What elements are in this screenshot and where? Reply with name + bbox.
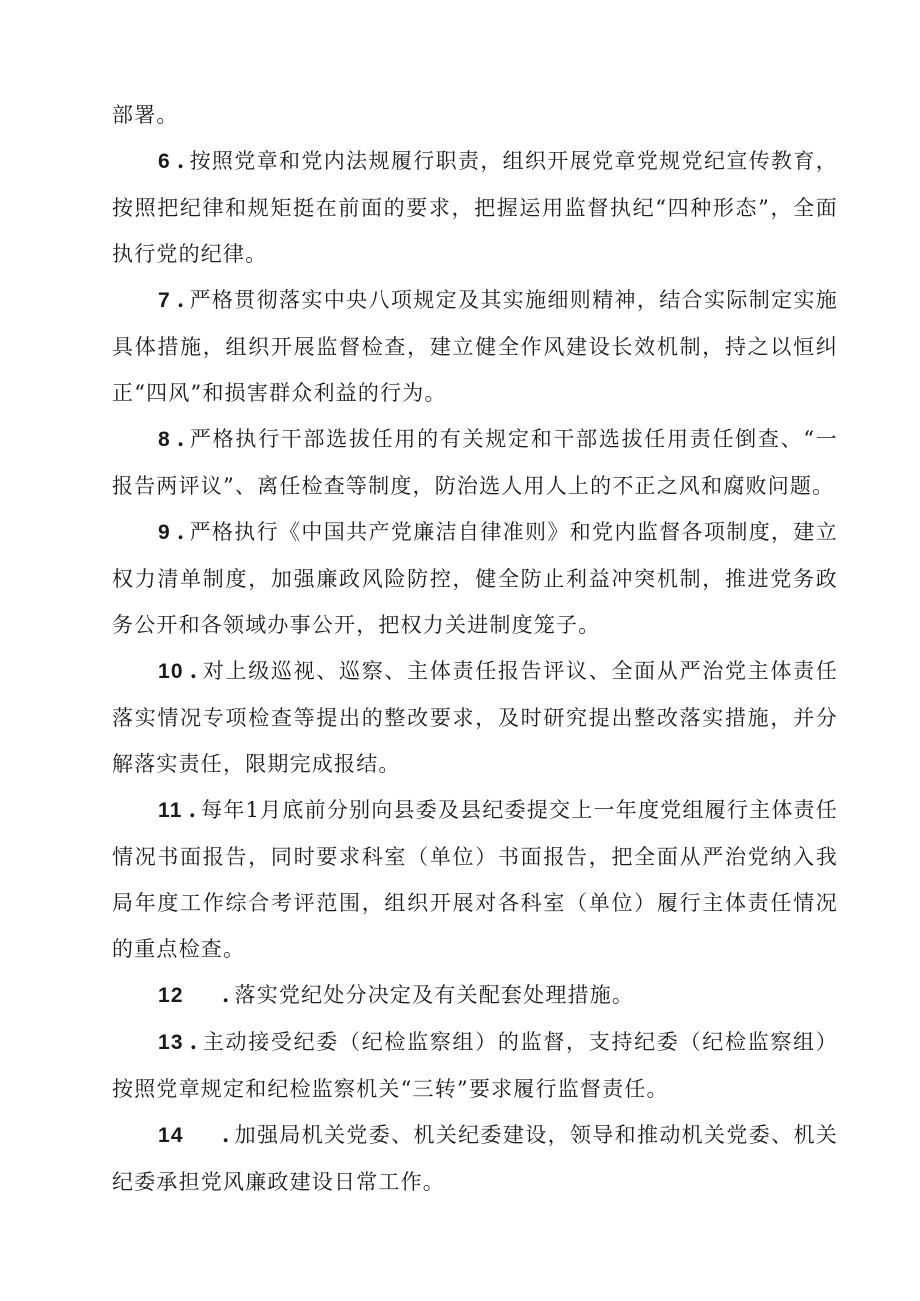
item-text: 加强局机关党委、机关纪委建设，领导和推动机关党委、机关纪委承担党风廉政建设日常工作。	[112, 1123, 838, 1194]
item-number: 14	[158, 1124, 184, 1147]
item-separator: .	[176, 426, 186, 451]
document-body	[112, 92, 838, 1205]
item-separator: .	[222, 1122, 231, 1147]
item-text: 严格贯彻落实中央八项规定及其实施细则精神，结合实际制定实施具体措施，组织开展监督检查，建立健全作风建设长效机制，持之以恒纠正“四风”和损害群众利益的行为。	[112, 288, 838, 405]
item-separator: .	[188, 797, 198, 822]
item-separator: .	[189, 658, 199, 683]
item-text: 对上级巡视、巡察、主体责任报告评议、全面从严治党主体责任落实情况专项检查等提出的整改要求，及时研究提出整改落实措施，并分解落实责任，限期完成报结。	[112, 659, 838, 776]
list-item-9	[112, 509, 838, 648]
list-item-7	[112, 277, 838, 416]
item-number: 9	[158, 521, 171, 544]
paragraph-continuation	[112, 92, 838, 138]
item-text: 严格执行干部选拔任用的有关规定和干部选拔任用责任倒查、“一报告两评议”、离任检查等制度，防治选人用人上的不正之风和腐败问题。	[112, 427, 838, 498]
item-separator: .	[176, 148, 186, 173]
item-number: 12	[158, 984, 184, 1007]
list-item-10	[112, 648, 838, 787]
paragraph-text: 部署。	[112, 103, 179, 127]
item-number: 8	[158, 428, 171, 451]
item-number: 11	[158, 799, 183, 822]
item-separator: .	[222, 982, 231, 1007]
item-number: 13	[158, 1031, 184, 1054]
item-text: 主动接受纪委（纪检监察组）的监督，支持纪委（纪检监察组）按照党章规定和纪检监察机关“三转”要求履行监督责任。	[112, 1030, 838, 1101]
item-text: 每年1月底前分别向县委及县纪委提交上一年度党组履行主体责任情况书面报告，同时要求科室（单位）书面报告，把全面从严治党纳入我局年度工作综合考评范围，组织开展对各科室（单位）履行主体责任情况的重点检查。	[112, 798, 838, 961]
list-item-6	[112, 138, 838, 277]
item-text: 按照党章和党内法规履行职责，组织开展党章党规党纪宣传教育，按照把纪律和规矩挺在前面的要求，把握运用监督执纪“四种形态”，全面执行党的纪律。	[112, 149, 838, 266]
item-number: 10	[158, 660, 184, 683]
item-number: 7	[158, 289, 171, 312]
list-item-14	[112, 1112, 838, 1205]
item-number: 6	[158, 150, 171, 173]
item-separator: .	[176, 287, 186, 312]
item-separator: .	[189, 1029, 199, 1054]
item-text: 严格执行《中国共产党廉洁自律准则》和党内监督各项制度，建立权力清单制度，加强廉政风险防控，健全防止利益冲突机制，推进党务政务公开和各领域办事公开，把权力关进制度笼子。	[112, 520, 838, 637]
list-item-11	[112, 787, 838, 972]
list-item-13	[112, 1019, 838, 1112]
list-item-8	[112, 416, 838, 509]
list-item-12	[112, 972, 838, 1019]
item-separator: .	[176, 519, 186, 544]
item-text: 落实党纪处分决定及有关配套处理措施。	[234, 983, 635, 1007]
